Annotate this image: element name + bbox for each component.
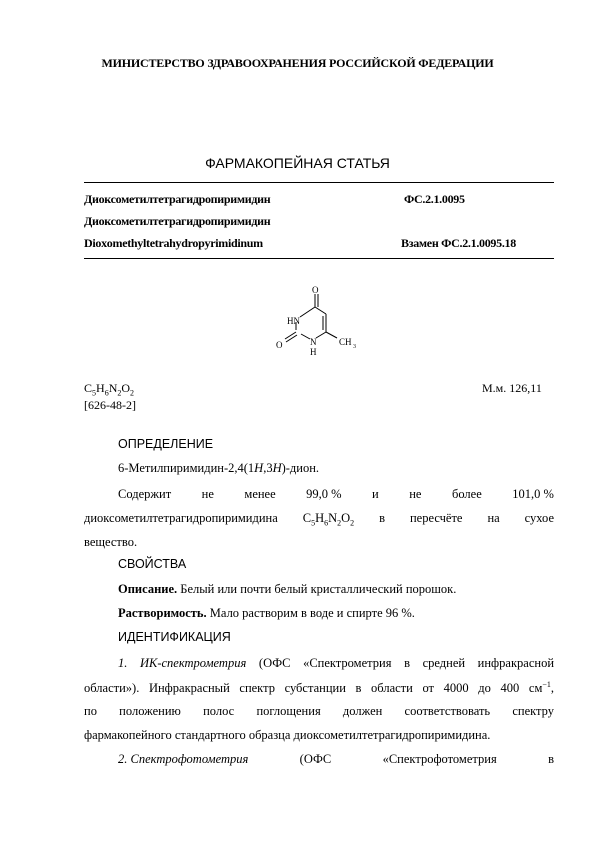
spectrophotometry-line: 2. Спектрофотометрия (ОФС «Спектрофотометрия в <box>118 752 554 766</box>
header-bottom-rule <box>84 258 554 259</box>
replaces-label: Взамен ФС.2.1.0095.18 <box>401 236 516 250</box>
structural-formula <box>270 280 370 362</box>
atom-nitrogen: N <box>310 337 317 347</box>
section-identification: ИДЕНТИФИКАЦИЯ <box>118 630 231 644</box>
content-line-1: Содержит не менее 99,0 % и не более 101,0 % <box>118 487 554 501</box>
ministry-heading: МИНИСТЕРСТВО ЗДРАВООХРАНЕНИЯ РОССИЙСКОЙ ФЕДЕРАЦИИ <box>101 56 494 70</box>
russian-name-1: Диоксометилтетрагидропиримидин <box>84 192 271 206</box>
fs-number: ФС.2.1.0095 <box>404 192 465 206</box>
solubility: Растворимость. Мало растворим в воде и спирте 96 %. <box>118 606 415 620</box>
ir-line-1: 1. ИК-спектрометрия (ОФС «Спектрометрия в средней инфракрасной <box>118 656 555 670</box>
section-properties: СВОЙСТВА <box>118 557 187 571</box>
description: Описание. Белый или почти белый кристаллический порошок. <box>118 582 457 596</box>
molecular-formula: $C_5H_6N_2O_2$ <box>84 381 135 398</box>
russian-name-2: Диоксометилтетрагидропиримидин <box>84 214 271 228</box>
section-definition: ОПРЕДЕЛЕНИЕ <box>118 437 214 451</box>
ir-line-2: области»). Инфракрасный спектр субстанции в области от 4000 до 400 $см^{-1}$, <box>84 680 554 696</box>
content-line-2: диоксометилтетрагидропиримидина $C_5H_6N_2O_2$ в пересчёте на сухое <box>84 511 554 528</box>
header-top-rule <box>84 182 554 183</box>
cas-number: [626-48-2] <box>84 398 136 412</box>
atom-oxygen-left: O <box>276 340 283 350</box>
atom-hydrogen: H <box>310 347 317 357</box>
molar-mass: М.м. 126,11 <box>482 381 542 395</box>
atom-oxygen-top: O <box>312 285 319 295</box>
atom-hn: HN <box>287 316 300 326</box>
document-title: ФАРМАКОПЕЙНАЯ СТАТЬЯ <box>205 155 390 171</box>
ir-line-3: по положению полос поглощения должен соответствовать спектру <box>84 704 554 718</box>
ir-line-4: фармакопейного стандартного образца диоксометилтетрагидропиримидина. <box>84 728 491 742</box>
chemical-name: 6-Метилпиримидин-2,4(1H,3H)-дион. <box>118 461 320 475</box>
atom-methyl-subscript: 3 <box>353 344 356 350</box>
content-line-3: вещество. <box>84 535 138 549</box>
latin-name: Dioxomethyltetrahydropyrimidinum <box>84 236 263 250</box>
atom-methyl: CH <box>339 337 352 347</box>
